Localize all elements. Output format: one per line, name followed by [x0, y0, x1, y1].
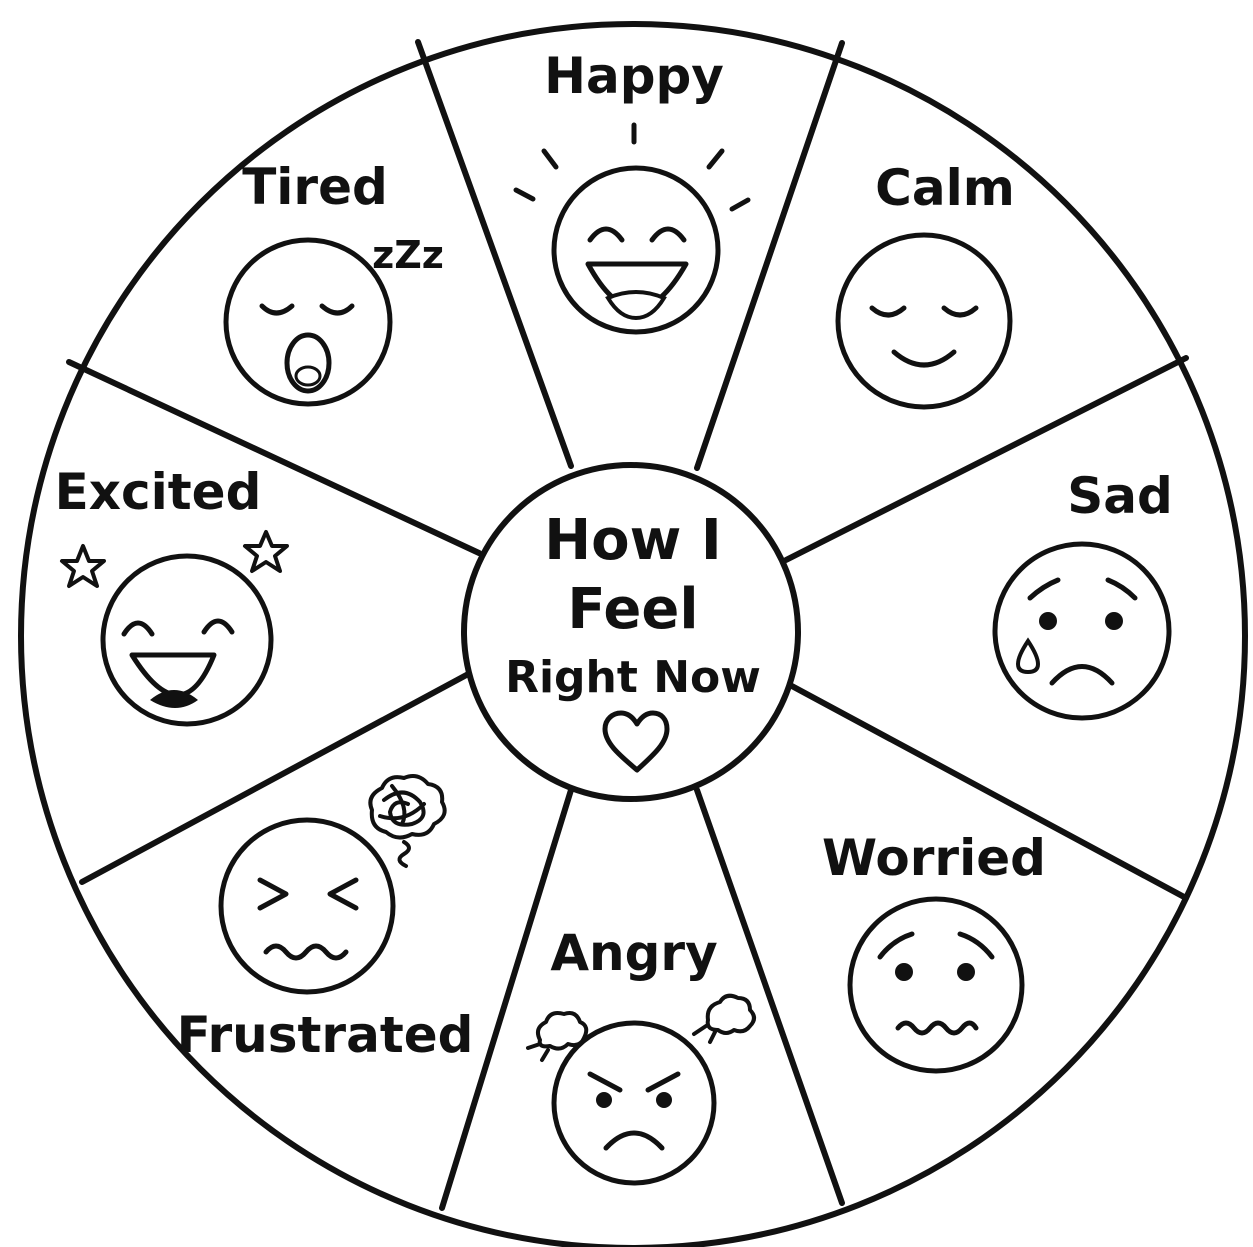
label-excited: Excited	[54, 463, 262, 521]
center-title-line3: Right Now	[505, 652, 761, 703]
calm-face-icon	[838, 235, 1010, 407]
label-frustrated: Frustrated	[176, 1006, 474, 1064]
center-title-line2: Feel	[567, 577, 699, 642]
label-worried: Worried	[822, 829, 1046, 887]
center-title-line1: How I	[544, 508, 722, 573]
label-tired: Tired	[242, 158, 388, 216]
label-angry: Angry	[550, 924, 718, 982]
label-happy: Happy	[544, 47, 724, 105]
sad-face-icon	[995, 544, 1169, 718]
label-calm: Calm	[875, 159, 1015, 217]
worried-face-icon	[850, 899, 1022, 1071]
label-sad: Sad	[1067, 467, 1173, 525]
sleep-zzz-icon: zZz	[372, 233, 444, 277]
